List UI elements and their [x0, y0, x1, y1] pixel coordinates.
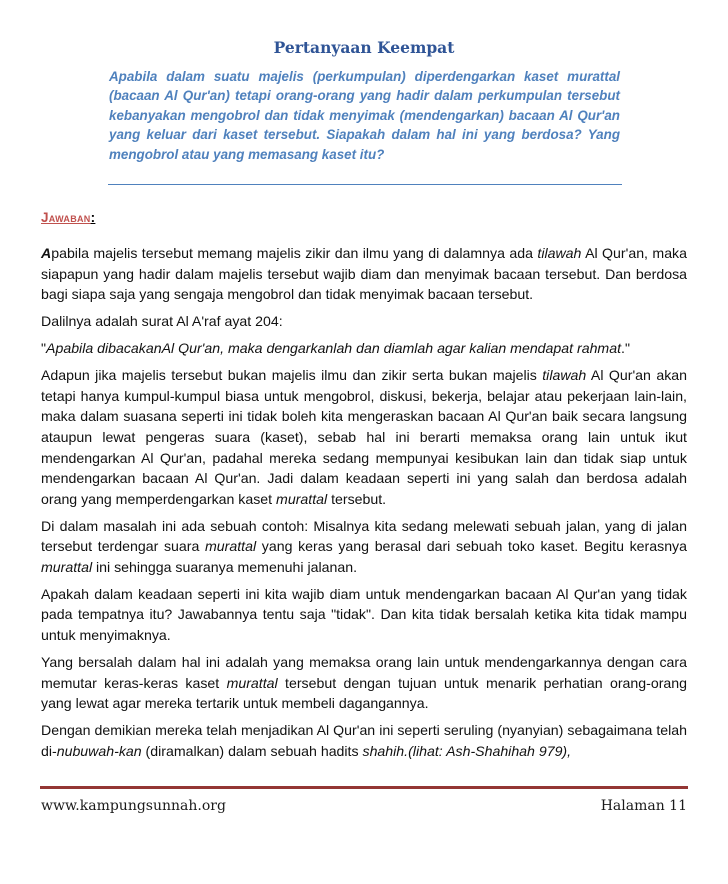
paragraph-5-text-3: ini sehingga suaranya memenuhi jalanan.	[92, 558, 358, 575]
paragraph-4	[41, 365, 687, 509]
quote-close: ."	[621, 340, 630, 357]
paragraph-6: Apakah dalam keadaan seperti ini kita wajib diam untuk mendengarkan bacaan Al Qur'an yang tidak pada tempatnya itu? Jawabannya tentu saja "tidak". Dan kita tidak bersalah ketika kita tidak mampu untuk menyimaknya.	[41, 585, 687, 644]
answer-label-colon: :	[90, 210, 96, 225]
paragraph-5-italic-1: murattal	[205, 538, 257, 555]
paragraph-8-italic-2: shahih.(lihat: Ash-Shahihah 979),	[362, 742, 572, 759]
paragraph-7-text-2: tersebut dengan tujuan untuk menarik perhatian orang-orang yang lewat agar mereka tertarik untuk membeli dagangannya.	[41, 674, 687, 712]
paragraph-7-text-1: Yang bersalah dalam hal ini adalah yang memaksa orang lain untuk mendengarkannya dengan cara memutar keras-keras kaset	[41, 654, 687, 691]
paragraph-5-text-1: Di dalam masalah ini ada sebuah contoh: Misalnya kita sedang melewati sebuah jalan, yang di jalan tersebut terdengar suara	[41, 517, 687, 555]
footer-page-number: Halaman 11	[600, 798, 687, 814]
answer-label	[41, 210, 95, 225]
paragraph-2: Dalilnya adalah surat Al A'raf ayat 204:	[41, 313, 283, 330]
paragraph-4-italic-1: tilawah	[542, 367, 587, 384]
page-title: Pertanyaan Keempat	[273, 38, 455, 57]
paragraph-8-text-2: (diramalkan) dalam sebuah hadits	[141, 742, 363, 759]
paragraph-7-italic-1: murattal	[226, 674, 278, 691]
quote-open: "	[41, 340, 47, 357]
paragraph-1-text-1: pabila majelis tersebut memang majelis zikir dan ilmu yang di dalamnya ada	[51, 245, 538, 261]
question-text: Apabila dalam suatu majelis (perkumpulan) diperdengarkan kaset murattal (bacaan Al Qur'an) tetapi orang-orang yang hadir dalam perkumpulan tersebut kebanyakan mengobrol dan tidak menyimak (mendengarkan) bacaan Al Qur'an yang keluar dari kaset tersebut. Siapakah dalam hal ini yang berdosa? Yang mengobrol atau yang memasang kaset itu?	[109, 69, 620, 162]
paragraph-4-text-2: Al Qur'an akan tetapi hanya kumpul-kumpul biasa untuk mengobrol, diskusi, bekerja, belajar atau pekerjaan lain-lain, maka dalam suasana seperti ini tidak boleh kita mengeraskan bacaan Al Qur'an baik secara langsung ataupun lewat pengeras suara (kaset), sebab hal ini berarti memaksa orang lain untuk ikut mendengarkan Al Qur'an, padahal mereka sedang mempunyai kesibukan lain dan tidak siap untuk mendengarkan bacaan Al Qur'an. Jadi dalam keadaan seperti ini yang salah dan berdosa adalah orang yang memperdengarkan kaset	[41, 367, 687, 507]
question-divider	[108, 184, 622, 185]
footer-website: www.kampungsunnah.org	[41, 798, 226, 814]
paragraph-4-text-3: tersebut.	[327, 490, 387, 507]
paragraph-8-italic-1: nubuwah-kan	[56, 742, 142, 759]
answer-body	[41, 243, 687, 768]
paragraph-7	[41, 652, 687, 714]
paragraph-1	[41, 243, 687, 305]
paragraph-5-italic-2: murattal	[41, 558, 93, 575]
drop-cap: A	[41, 245, 52, 261]
paragraph-8	[41, 720, 687, 761]
paragraph-8-text-1: Dengan demikian mereka telah menjadikan Al Qur'an ini seperti seruling (nyanyian) sebagaimana telah di-	[41, 722, 687, 759]
paragraph-3-quote	[41, 338, 687, 359]
paragraph-1-italic-1: tilawah	[537, 245, 582, 261]
answer-label-text: Jawaban	[41, 210, 91, 225]
footer-divider	[40, 786, 688, 789]
paragraph-4-text-1: Adapun jika majelis tersebut bukan majelis ilmu dan zikir serta bukan majelis	[41, 367, 543, 384]
paragraph-1-text-2: Al Qur'an, maka siapapun yang hadir dalam majelis tersebut wajib diam dan menyimak bacaan tersebut. Dan berdosa bagi siapa saja yang sengaja mengobrol dan tidak menyimak bacaan tersebut.	[41, 245, 687, 303]
paragraph-4-italic-2: murattal	[276, 490, 328, 507]
quran-quote: Apabila dibacakanAl Qur'an, maka dengarkanlah dan diamlah agar kalian mendapat rahmat	[46, 340, 622, 357]
paragraph-5-text-2: yang keras yang berasal dari sebuah toko kaset. Begitu kerasnya	[256, 538, 687, 555]
paragraph-5	[41, 516, 687, 578]
